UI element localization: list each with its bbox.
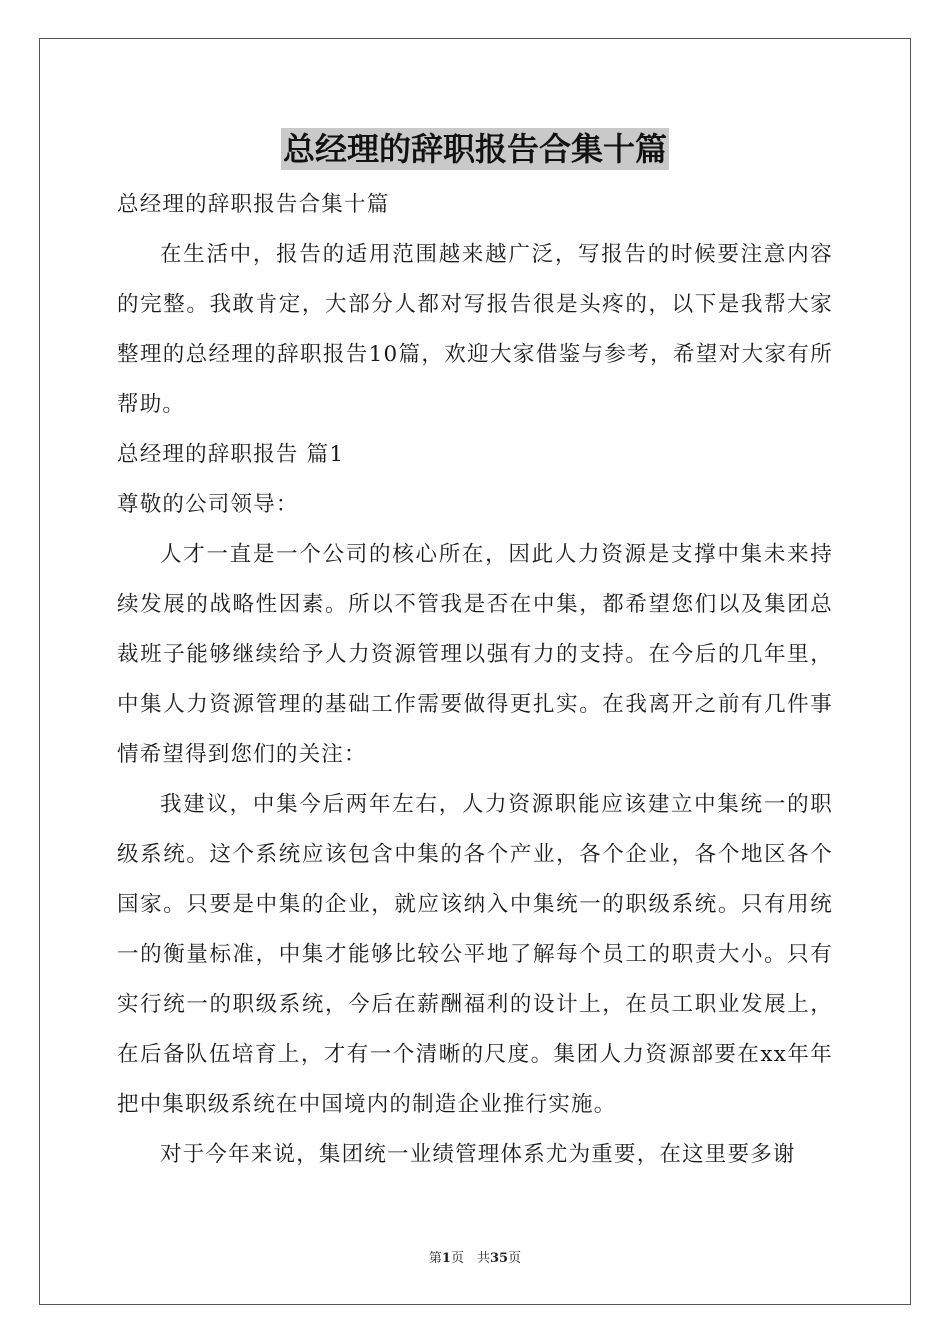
page-prefix: 第	[428, 1251, 442, 1266]
section-heading: 总经理的辞职报告 篇1	[117, 442, 345, 467]
document-body	[117, 180, 833, 1180]
page-mid: 页 共	[450, 1251, 490, 1266]
intro-paragraph: 在生活中，报告的适用范围越来越广泛，写报告的时候要注意内容的完整。我敢肯定，大部分人都对写报告很是头疼的，以下是我帮大家整理的总经理的辞职报告10篇，欢迎大家借鉴与参考，希望对大家有所帮助。	[117, 242, 833, 417]
document-title: 总经理的辞职报告合集十篇	[282, 130, 667, 168]
page-current: 1	[441, 1251, 451, 1266]
page-suffix: 页	[508, 1251, 522, 1266]
page-total: 35	[489, 1251, 509, 1266]
salutation: 尊敬的公司领导：	[117, 492, 299, 517]
title-container	[0, 128, 950, 170]
body-paragraph-2: 我建议，中集今后两年左右，人力资源职能应该建立中集统一的职级系统。这个系统应该包含中集的各个产业，各个企业，各个地区各个国家。只要是中集的企业，就应该纳入中集统一的职级系统。只有用统一的衡量标准，中集才能够比较公平地了解每个员工的职责大小。只有实行统一的职级系统，今后在薪酬福利的设计上，在员工职业发展上，在后备队伍培育上，才有一个清晰的尺度。集团人力资源部要在xx年年把中集职级系统在中国境内的制造企业推行实施。	[117, 792, 833, 1117]
body-paragraph-3: 对于今年来说，集团统一业绩管理体系尤为重要，在这里要多谢	[160, 1142, 796, 1167]
subtitle-paragraph: 总经理的辞职报告合集十篇	[117, 192, 390, 217]
page-footer	[0, 1247, 950, 1266]
body-paragraph-1: 人才一直是一个公司的核心所在，因此人力资源是支撑中集未来持续发展的战略性因素。所以不管我是否在中集，都希望您们以及集团总裁班子能够继续给予人力资源管理以强有力的支持。在今后的几年里，中集人力资源管理的基础工作需要做得更扎实。在我离开之前有几件事情希望得到您们的关注：	[117, 542, 833, 767]
